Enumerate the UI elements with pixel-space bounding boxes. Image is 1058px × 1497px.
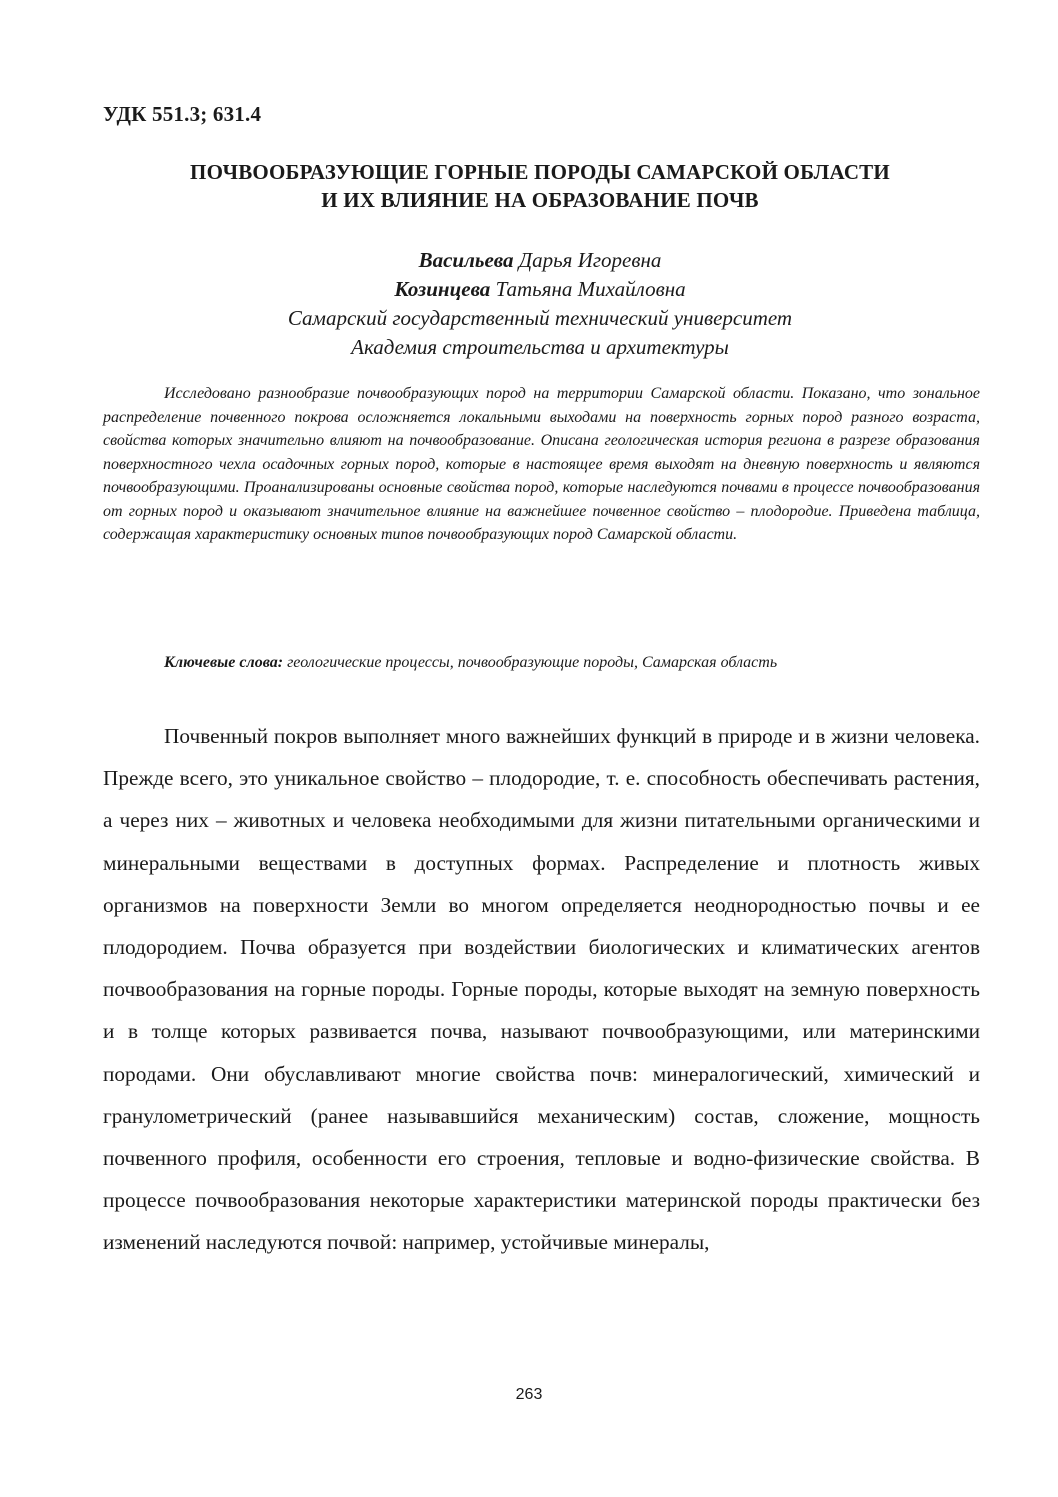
author-block (100, 246, 980, 362)
affiliation-line-2: Академия строительства и архитектуры (351, 335, 729, 359)
title-line-1: ПОЧВООБРАЗУЮЩИЕ ГОРНЫЕ ПОРОДЫ САМАРСКОЙ ОБЛАСТИ (190, 160, 890, 184)
keywords (103, 651, 980, 675)
author-1 (100, 246, 980, 275)
author-1-given-name: Дарья Игоревна (518, 248, 662, 272)
author-2-surname: Козинцева (394, 277, 491, 301)
body-paragraph: Почвенный покров выполняет много важнейших функций в природе и в жизни человека. Прежде всего, это уникальное свойство – плодородие, т. е. способность обеспечивать растения, а через них – животных и человека необходимыми для жизни питательными органическими и минеральными веществами в доступных формах. Распределение и плотность живых организмов на поверхности Земли во многом определяется неоднородностью почвы и ее плодородием. Почва образуется при воздействии биологических и климатических агентов почвообразования на горные породы. Горные породы, которые выходят на земную поверхность и в толще которых развивается почва, называют почвообразующими, или материнскими породами. Они обуславливают многие свойства почв: минералогический, химический и гранулометрический (ранее называвшийся механическим) состав, сложение, мощность почвенного профиля, особенности его строения, тепловые и водно-физические свойства. В процессе почвообразования некоторые характеристики материнской породы практически без изменений наследуются почвой: например, устойчивые минералы, (103, 724, 980, 1255)
affiliation-line-1: Самарский государственный технический университет (287, 306, 793, 330)
author-1-surname: Васильева (418, 248, 514, 272)
udc-code: УДК 551.3; 631.4 (103, 102, 262, 126)
keywords-text: геологические процессы, почвообразующие породы, Самарская область (283, 654, 778, 671)
page-number: 263 (515, 1386, 543, 1403)
keywords-label: Ключевые слова: (164, 654, 284, 671)
article-title (100, 158, 980, 214)
author-2-given-name: Татьяна Михайловна (495, 277, 686, 301)
author-2 (100, 275, 980, 304)
abstract: Исследовано разнообразие почвообразующих пород на территории Самарской области. Показано, что зональное распределение почвенного покрова осложняется локальными выходами на поверхность горных пород разного возраста, свойства которых значительно влияют на почвообразование. Описана геологическая история региона в разрезе образования поверхностного чехла осадочных горных пород, которые в настоящее время выходят на дневную поверхность и являются почвообразующими. Проанализированы основные свойства пород, которые наследуются почвами в процессе почвообразования от горных пород и оказывают значительное влияние на важнейшее почвенное свойство – плодородие. Приведена таблица, содержащая характеристику основных типов почвообразующих пород Самарской области. (103, 385, 980, 543)
title-line-2: И ИХ ВЛИЯНИЕ НА ОБРАЗОВАНИЕ ПОЧВ (321, 188, 759, 212)
